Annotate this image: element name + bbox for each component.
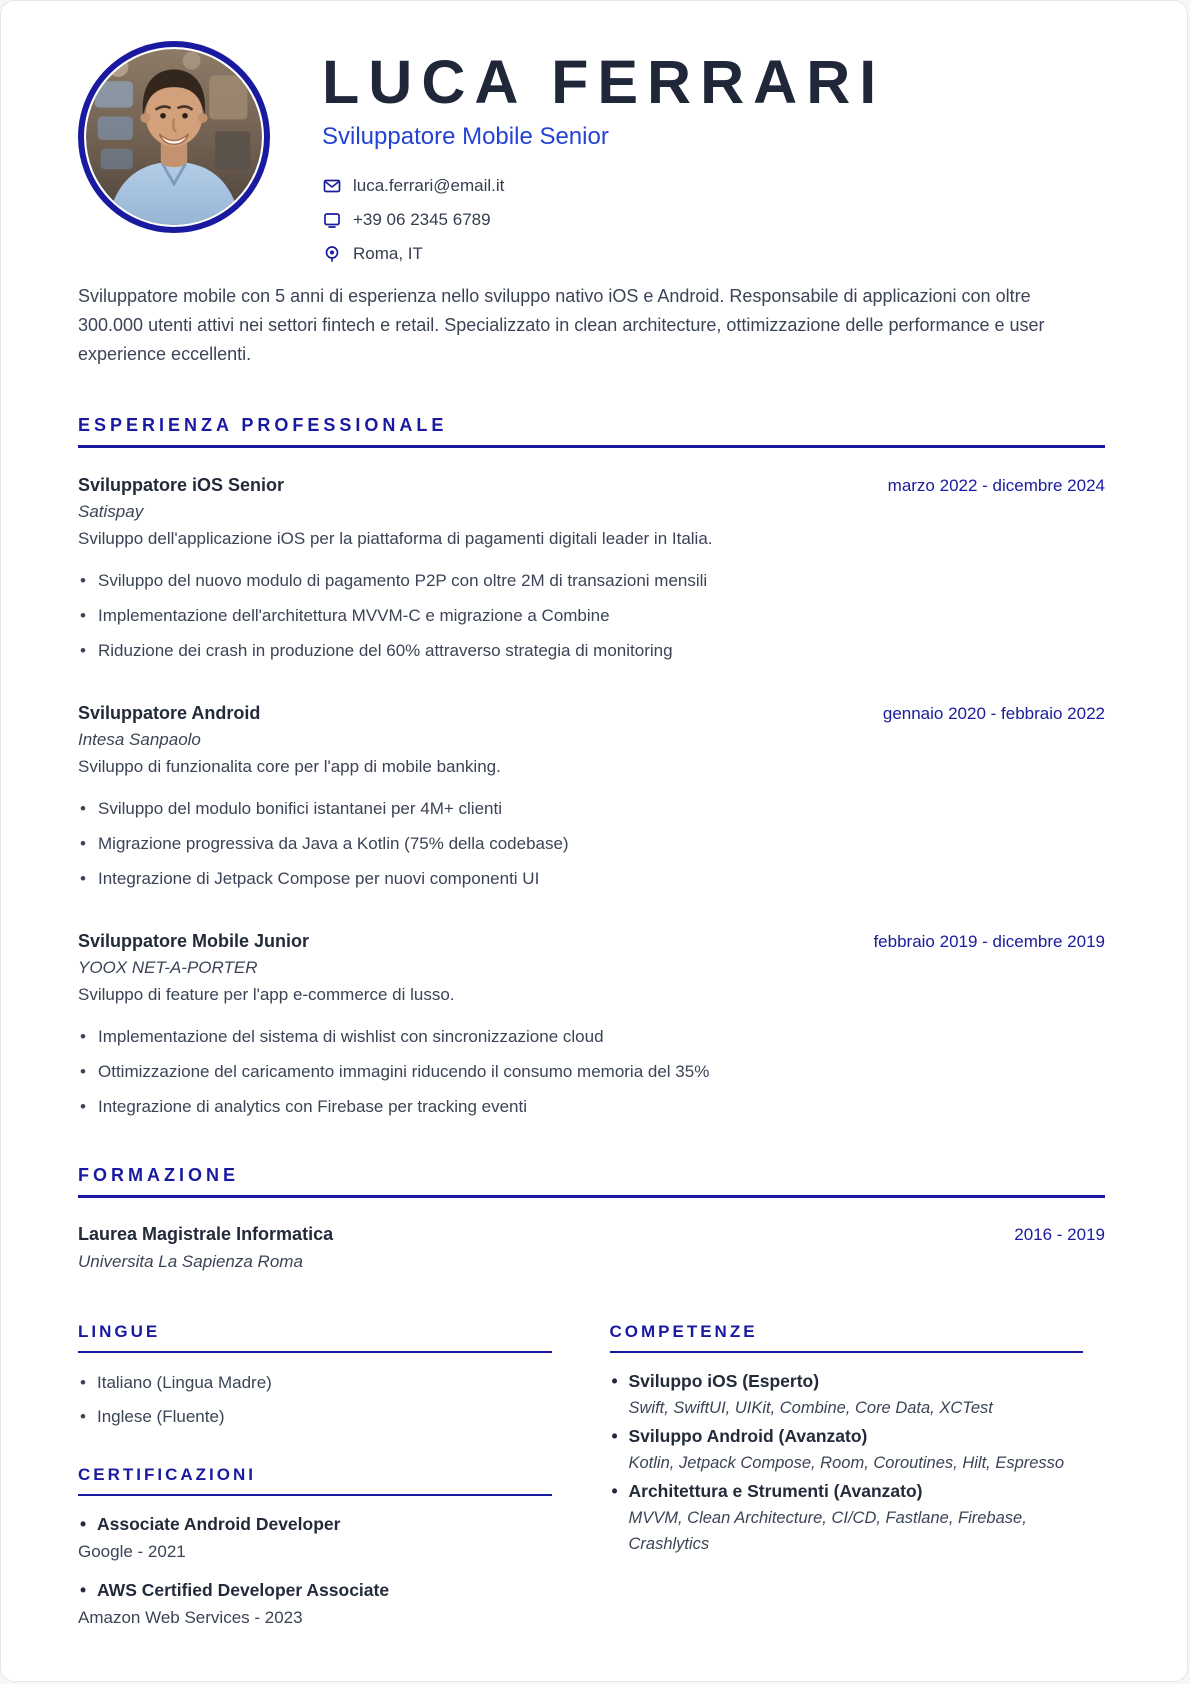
section-education	[78, 1165, 1105, 1272]
job-bullet: • Integrazione di Jetpack Compose per nuovi componenti UI	[78, 866, 1105, 891]
job-bullet-list	[78, 1024, 1105, 1119]
location-pin-icon	[322, 244, 342, 264]
section-heading-certifications: CERTIFICAZIONI	[78, 1465, 552, 1496]
job-entry	[78, 931, 1105, 1119]
skill-detail: Swift, SwiftUI, UIKit, Combine, Core Data, XCTest	[628, 1399, 993, 1418]
skill-name: • Sviluppo Android (Avanzato)	[610, 1423, 1084, 1449]
left-column	[78, 1322, 552, 1628]
contact-email	[322, 176, 885, 196]
job-bullet: • Implementazione del sistema di wishlist con sincronizzazione cloud	[78, 1024, 1105, 1049]
section-heading-education: FORMAZIONE	[78, 1165, 1105, 1198]
job-bullet: • Sviluppo del nuovo modulo di pagamento P2P con oltre 2M di transazioni mensili	[78, 568, 1105, 593]
resume-header	[78, 41, 1105, 264]
language-item: • Inglese (Fluente)	[78, 1404, 552, 1429]
skill-item	[610, 1368, 1084, 1421]
job-bullet: • Integrazione di analytics con Firebase per tracking eventi	[78, 1094, 1105, 1119]
certification-name: • AWS Certified Developer Associate	[78, 1580, 552, 1601]
section-experience	[78, 415, 1105, 1119]
certification-issuer: Google - 2021	[78, 1542, 186, 1562]
person-name: LUCA FERRARI	[322, 48, 886, 116]
job-company: YOOX NET-A-PORTER	[78, 958, 258, 978]
job-company: Satispay	[78, 502, 144, 522]
job-bullet: • Implementazione dell'architettura MVVM-C e migrazione a Combine	[78, 603, 1105, 628]
education-dates: 2016 - 2019	[1014, 1225, 1105, 1245]
section-heading-skills: COMPETENZE	[610, 1322, 1084, 1353]
header-text	[322, 41, 885, 264]
skill-detail: MVVM, Clean Architecture, CI/CD, Fastlane, Firebase, Crashlytics	[628, 1509, 1027, 1554]
job-entry	[78, 475, 1105, 663]
job-description: Sviluppo dell'applicazione iOS per la piattaforma di pagamenti digitali leader in Italia.	[78, 529, 713, 549]
contact-location	[322, 244, 885, 264]
certification-issuer: Amazon Web Services - 2023	[78, 1608, 303, 1628]
profile-photo-image	[86, 49, 262, 225]
job-bullet: • Riduzione dei crash in produzione del 60% attraverso strategia di monitoring	[78, 638, 1105, 663]
contact-phone	[322, 210, 885, 230]
job-dates: febbraio 2019 - dicembre 2019	[873, 932, 1105, 952]
section-certifications	[78, 1465, 552, 1628]
contact-list	[322, 176, 885, 264]
section-heading-languages: LINGUE	[78, 1322, 552, 1353]
skill-name: • Architettura e Strumenti (Avanzato)	[610, 1478, 1084, 1504]
person-job-title: Sviluppatore Mobile Senior	[322, 123, 609, 151]
job-bullet-list	[78, 568, 1105, 663]
section-heading-experience: ESPERIENZA PROFESSIONALE	[78, 415, 1105, 448]
bottom-columns	[78, 1322, 1105, 1628]
job-bullet-list	[78, 796, 1105, 891]
skill-item	[610, 1478, 1084, 1557]
profile-photo	[78, 41, 270, 233]
skill-name: • Sviluppo iOS (Esperto)	[610, 1368, 1084, 1394]
job-role: Sviluppatore iOS Senior	[78, 475, 285, 496]
job-role: Sviluppatore Mobile Junior	[78, 931, 310, 952]
certification-name: • Associate Android Developer	[78, 1514, 552, 1535]
language-item: • Italiano (Lingua Madre)	[78, 1370, 552, 1395]
certification-item	[78, 1580, 552, 1628]
skill-detail: Kotlin, Jetpack Compose, Room, Coroutines, Hilt, Espresso	[628, 1454, 1065, 1473]
location-value: Roma, IT	[353, 244, 423, 264]
language-list	[78, 1370, 552, 1429]
email-icon	[322, 176, 342, 196]
education-degree: Laurea Magistrale Informatica	[78, 1224, 334, 1245]
job-entry	[78, 703, 1105, 891]
job-dates: marzo 2022 - dicembre 2024	[887, 476, 1105, 496]
phone-value: +39 06 2345 6789	[353, 210, 491, 230]
job-company: Intesa Sanpaolo	[78, 730, 201, 750]
certification-item	[78, 1514, 552, 1562]
section-languages	[78, 1322, 552, 1429]
job-description: Sviluppo di feature per l'app e-commerce di lusso.	[78, 985, 455, 1005]
email-value: luca.ferrari@email.it	[353, 176, 505, 196]
job-role: Sviluppatore Android	[78, 703, 261, 724]
job-description: Sviluppo di funzionalita core per l'app di mobile banking.	[78, 757, 501, 777]
professional-summary: Sviluppatore mobile con 5 anni di esperienza nello sviluppo nativo iOS e Android. Responsabile di applicazioni con oltre 300.000 utenti attivi nei settori fintech e retail. Specializzato in clean architecture, ottimizzazione delle performance e user experience eccellenti.	[78, 286, 1045, 365]
job-bullet: • Sviluppo del modulo bonifici istantanei per 4M+ clienti	[78, 796, 1105, 821]
section-skills	[610, 1322, 1084, 1557]
phone-icon	[322, 210, 342, 230]
job-bullet: • Ottimizzazione del caricamento immagini riducendo il consumo memoria del 35%	[78, 1059, 1105, 1084]
education-school: Universita La Sapienza Roma	[78, 1252, 303, 1272]
education-entry	[78, 1224, 1105, 1272]
job-bullet: • Migrazione progressiva da Java a Kotlin (75% della codebase)	[78, 831, 1105, 856]
job-dates: gennaio 2020 - febbraio 2022	[882, 704, 1105, 724]
skill-item	[610, 1423, 1084, 1476]
right-column	[610, 1322, 1084, 1628]
